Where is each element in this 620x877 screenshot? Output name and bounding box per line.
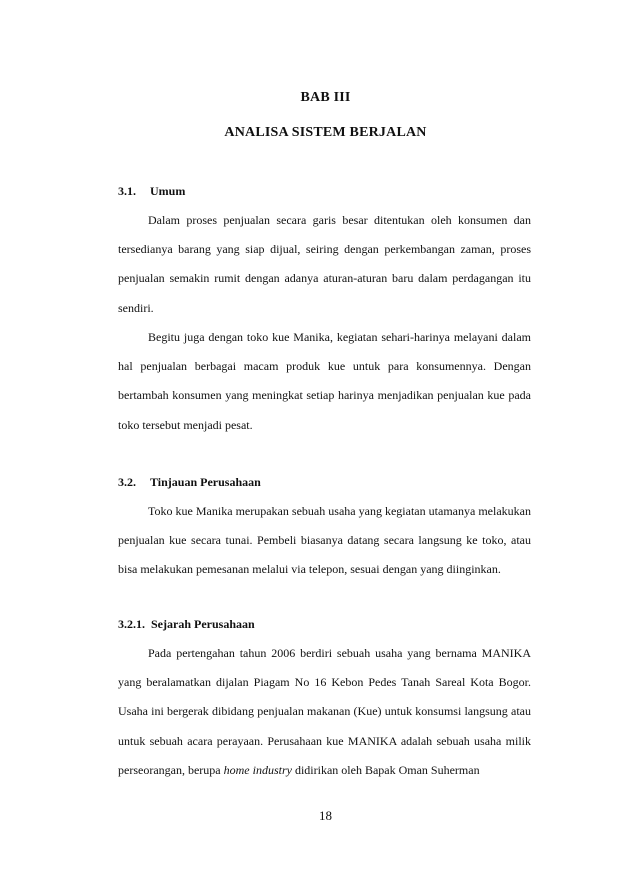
section-number: 3.2. xyxy=(118,475,136,489)
italic-term: home industry xyxy=(223,762,292,777)
paragraph-text: didirikan oleh Bapak Oman Suherman xyxy=(291,762,480,777)
section-title: Tinjauan Perusahaan xyxy=(150,475,261,489)
paragraph xyxy=(118,639,531,785)
section-number: 3.1. xyxy=(118,184,136,198)
section-number: 3.2.1. xyxy=(118,617,145,631)
paragraph: Dalam proses penjualan secara garis besar ditentukan oleh konsumen dan tersedianya barang yang siap dijual, seiring dengan perkembangan zaman, proses penjualan semakin rumit dengan adanya aturan-aturan baru dalam perdagangan itu sendiri. xyxy=(118,213,531,315)
page-number: 18 xyxy=(319,808,332,823)
paragraph-text: Pada pertengahan tahun 2006 berdiri sebuah usaha yang bernama MANIKA yang beralamatkan dijalan Piagam No 16 Kebon Pedes Tanah Sareal Kota Bogor. Usaha ini bergerak dibidang penjualan makanan (Kue) untuk konsumsi langsung atau untuk sebuah acara perayaan. Perusahaan kue MANIKA adalah sebuah usaha milik perseorangan, berupa xyxy=(118,646,531,777)
section-title: Umum xyxy=(150,184,186,198)
paragraph: Toko kue Manika merupakan sebuah usaha yang kegiatan utamanya melakukan penjualan kue secara tunai. Pembeli biasanya datang secara langsung ke toko, atau bisa melakukan pemesanan melalui via telepon, sesuai dengan yang diinginkan. xyxy=(118,504,531,577)
section-heading-sejarah-perusahaan xyxy=(118,617,255,632)
section-heading-umum xyxy=(118,184,185,199)
chapter-label: BAB III xyxy=(300,90,351,105)
section-heading-tinjauan-perusahaan xyxy=(118,475,261,490)
section-title: Sejarah Perusahaan xyxy=(151,617,255,631)
paragraph: Begitu juga dengan toko kue Manika, kegiatan sehari-harinya melayani dalam hal penjualan berbagai macam produk kue untuk para konsumennya. Dengan bertambah konsumen yang meningkat setiap harinya menjadikan penjualan kue pada toko tersebut menjadi pesat. xyxy=(118,330,531,432)
chapter-title: ANALISA SISTEM BERJALAN xyxy=(224,125,427,140)
